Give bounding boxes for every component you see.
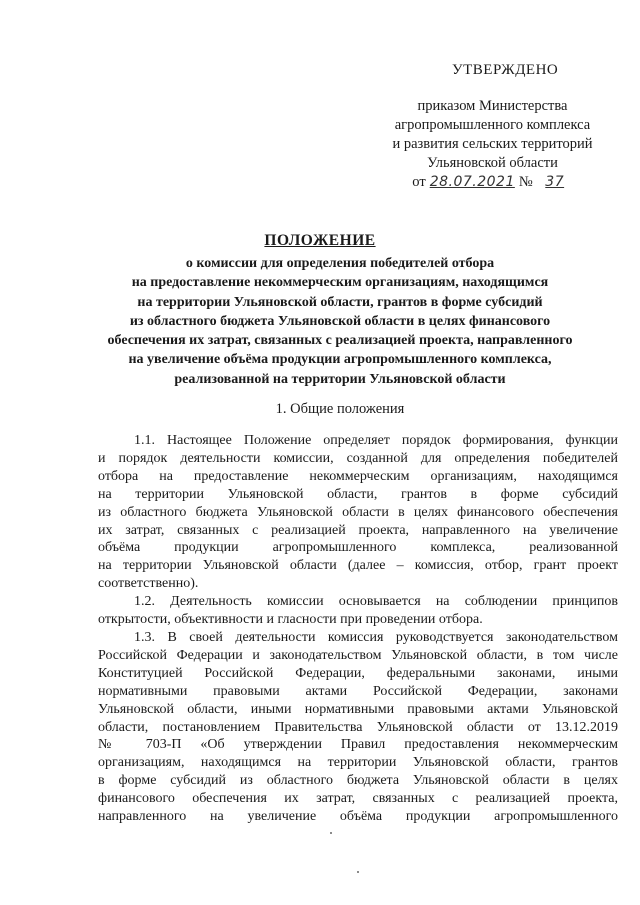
scan-speck [357,871,359,873]
approval-line: и развития сельских территорий [392,136,593,152]
subtitle-line: на предоставление некоммерческим организациям, находящимся [131,275,549,291]
date-prefix: от [412,174,426,190]
text-line: финансового обеспечения их затрат, связанных с реализацией проекта, [98,791,618,807]
text-line: Российской Федерации и законодательством Ульяновской области, в том числе [98,647,618,663]
text-line: объёма продукции агропромышленного комплекса, реализованной [98,540,618,556]
text-line: отбора на предоставление некоммерческим организациям, находящимся [98,468,618,484]
subtitle-line: из областного бюджета Ульяновской области в целях финансового [129,313,551,329]
subtitle-line: на увеличение объёма продукции агропромышленного комплекса, [128,352,552,368]
text-line: и порядок деятельности комиссии, созданной для определения победителей [98,450,618,466]
text-line: 1.2. Деятельность комиссии основывается на соблюдении принципов [134,594,618,610]
subtitle-line: реализованной на территории Ульяновской области [174,371,506,387]
paragraph-1-3 [98,629,618,826]
approval-date-line [370,173,615,192]
document-subtitle [60,254,620,389]
paragraph-1-2 [98,593,618,629]
text-line: Конституцией Российской Федерации, федеральными законами, иными [98,665,618,681]
section-heading: 1. Общие положения [275,401,405,417]
subtitle-line: о комиссии для определения победителей отбора [185,256,495,271]
text-line: организациям, находящимся на территории Ульяновской области, грантов [98,755,618,771]
handwritten-date: 28.07.2021 [429,174,515,190]
text-line: области, постановлением Правительства Ульяновской области от 13.12.2019 [98,719,618,735]
text-line: из областного бюджета Ульяновской области в целях финансового обеспечения [98,504,618,520]
subtitle-line: обеспечения их затрат, связанных с реализацией проекта, направленного [107,333,573,349]
paragraph-1-1 [98,432,618,593]
text-line: 1.3. В своей деятельности комиссия руководствуется законодательством [134,629,618,645]
text-line: открытости, объективности и гласности при проведении отбора. [98,612,483,628]
text-line: 1.1. Настоящее Положение определяет порядок формирования, функции [134,433,618,448]
text-line: направленного на увеличение объёма продукции агропромышленного [98,809,618,825]
approval-line: Ульяновской области [427,155,558,171]
scan-speck [330,832,332,834]
number-prefix: № [518,174,533,190]
approval-block [370,97,615,192]
text-line: соответственно). [98,576,199,592]
text-line: на территории Ульяновской области (далее – комиссия, отбор, грант проект [98,558,618,574]
approval-line: приказом Министерства [417,98,568,114]
handwritten-number: 37 [545,174,565,190]
approval-line: агропромышленного комплекса [394,117,591,133]
text-line: на территории Ульяновской области, грантов в форме субсидий [98,486,618,502]
text-line: № 703-П «Об утверждении Правил предоставления некоммерческим [98,737,618,753]
text-line: Ульяновской области, иными нормативными правовыми актами Ульяновской [98,701,618,717]
approval-heading: УТВЕРЖДЕНО [452,62,559,78]
text-line: их затрат, связанных с реализацией проекта, направленного на увеличение [98,522,618,538]
document-body [98,432,618,826]
text-line: в форме субсидий из областного бюджета Ульяновской области в целях [98,773,618,789]
subtitle-line: на территории Ульяновской области, грантов в форме субсидий [137,294,543,310]
text-line: нормативными правовыми актами Российской Федерации, законами [98,683,618,699]
document-title: ПОЛОЖЕНИЕ [264,232,376,249]
